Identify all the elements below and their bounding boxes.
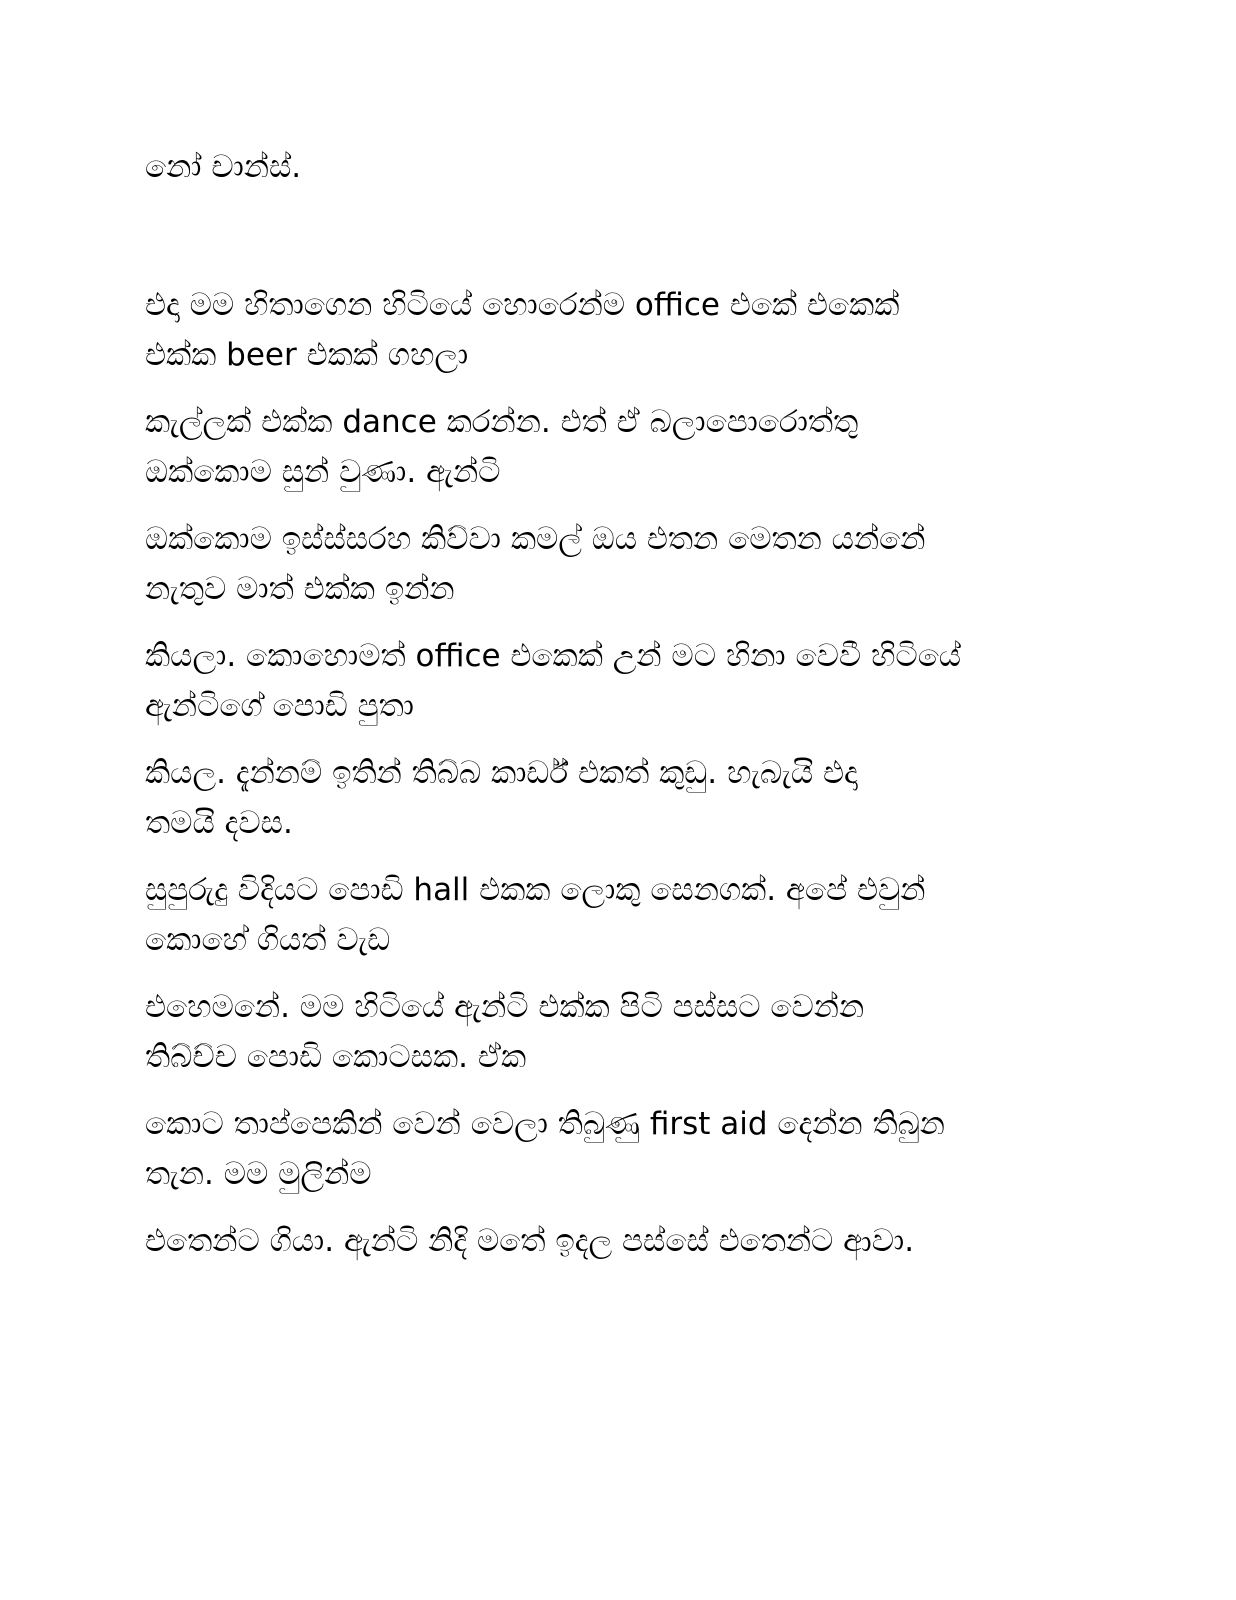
paragraph [145,1099,1105,1199]
paragraph [145,631,1105,731]
paragraph [145,865,1105,965]
text-line: එදා මම හිතාගෙන හිටියේ හොරෙන්ම office එකේ එකෙක් [145,287,900,323]
paragraph [145,748,1105,848]
paragraph [145,142,1105,192]
text-line: නෝ චාන්ස්. [145,149,302,185]
text-line: කොහේ ගියත් වැඩ [145,922,391,958]
text-line: එතෙන්ට ගියා. ඇන්ටි නිදි මතේ ඉදල පස්සේ එතෙන්ට ආවා. [145,1223,915,1259]
text-line: ඔක්කොම සුන් වුණා. ඇන්ටි [145,454,501,490]
text-line: කියලා. කොහොමත් office එකෙක් උන් මට හිනා වෙවී හිටියේ [145,638,962,674]
paragraph [145,982,1105,1082]
text-line: කොට තාප්පෙකින් වෙන් වෙලා තිබුණු first aid දෙන්න තිබුන [145,1106,945,1142]
text-line: තැන. මම මුලින්ම [145,1156,372,1192]
paragraph [145,1216,1105,1266]
text-line: එහෙමනේ. මම හිටියේ ඇන්ටි එක්ක පිටි පස්සට වෙන්න [145,989,865,1025]
text-line: නැතුව මාත් එක්ක ඉන්න [145,571,455,607]
text-line: තිබ්ච්ච පොඩි කොටසක. ඒක [145,1039,527,1075]
text-line: කැල්ලක් එක්ක dance කරන්න. එත් ඒ බලාපොරොත්තු [145,404,859,440]
paragraph [145,514,1105,614]
paragraph [145,397,1105,497]
text-line: තමයි දවස. [145,805,293,841]
text-line: සුපුරුදු විදියට පොඩි hall එකක ලොකු සෙනගක්. අපේ එවුන් [145,872,926,908]
text-line: එක්ක beer එකක් ගහලා [145,337,469,373]
text-line: ඔක්කොම ඉස්ස්සරහ කිව්වා කමල් ඔය එතන මෙතන යන්නේ [145,521,926,557]
paragraph [145,280,1105,380]
text-line: ඇන්ටිගේ පොඩි පුතා [145,688,414,724]
text-line: කියල. දැන්නම් ඉතින් තිබ්බ කාර්ඩ් එකත් කුඩු. හැබැයි එදා [145,755,858,791]
